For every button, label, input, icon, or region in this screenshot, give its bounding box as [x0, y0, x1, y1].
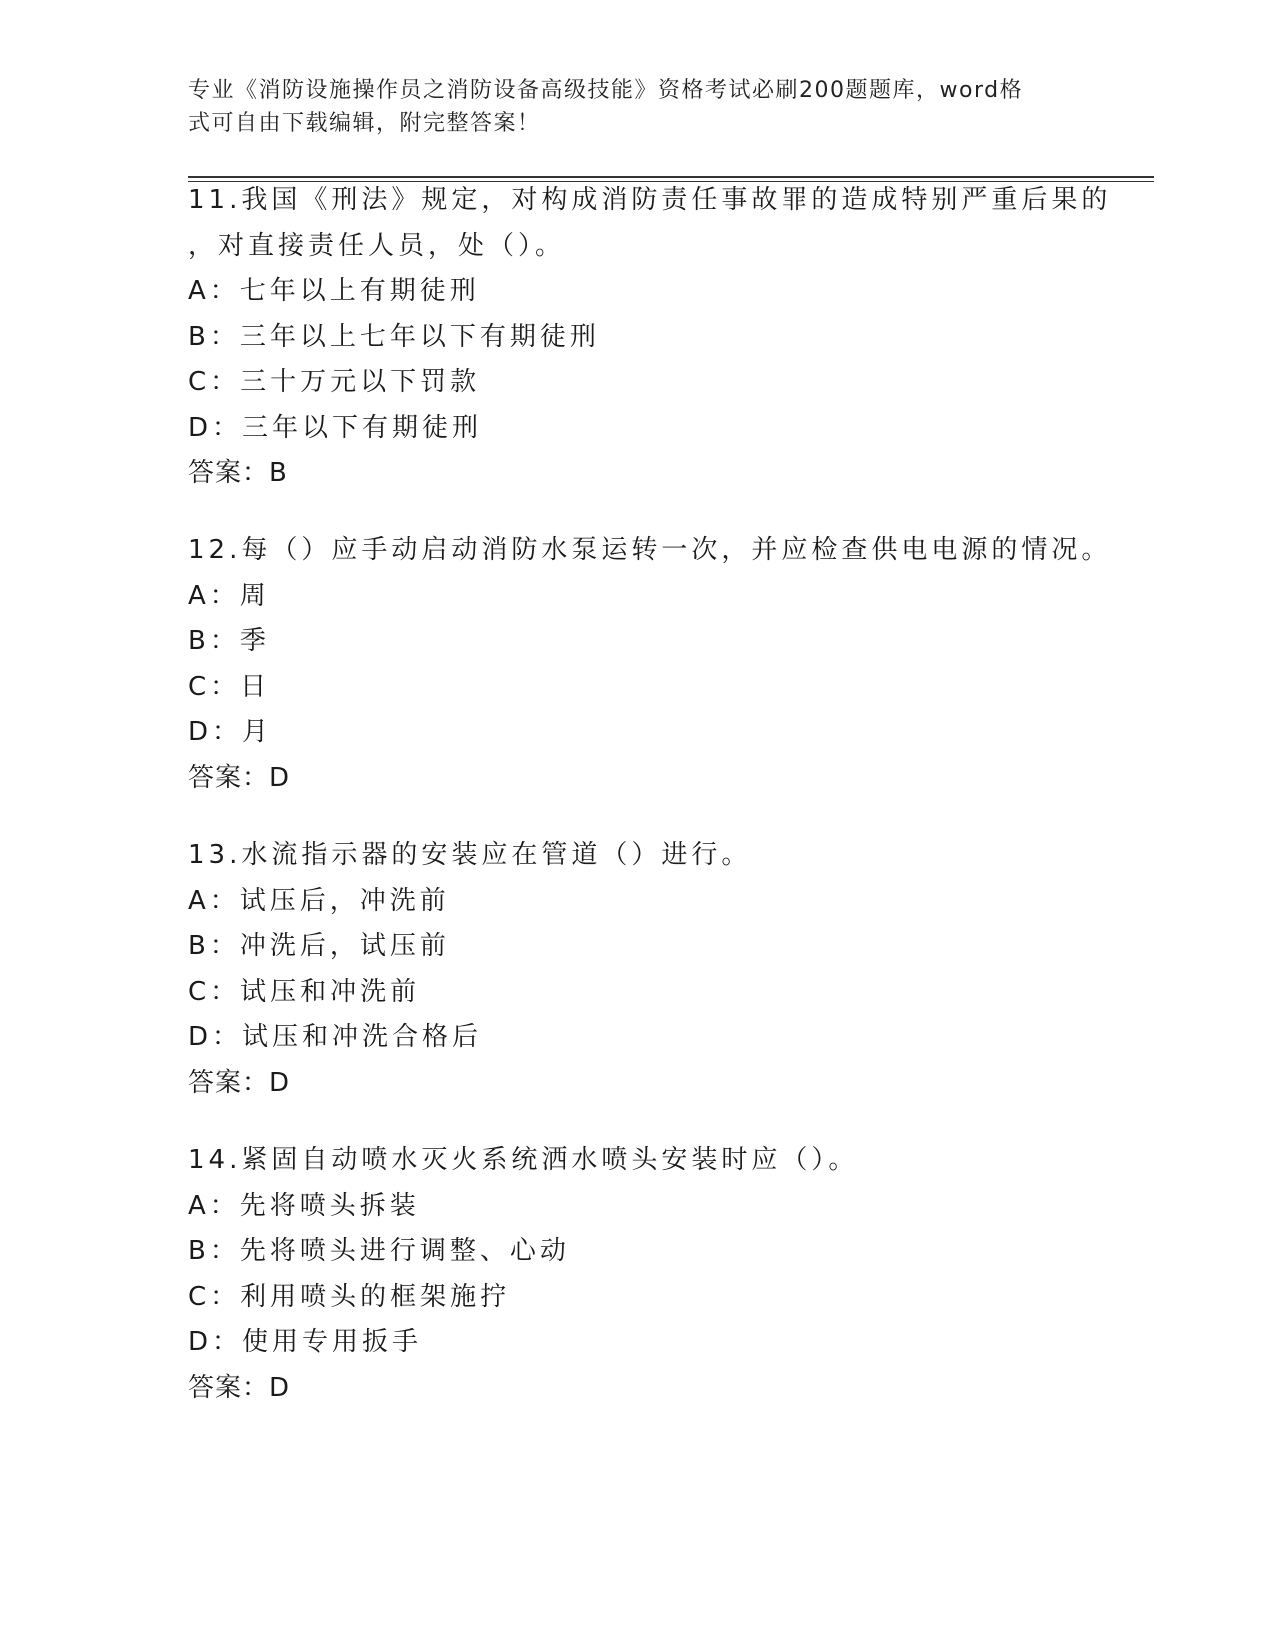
option-c: C：三十万元以下罚款	[188, 367, 481, 397]
question-stem: 13.水流指示器的安装应在管道（）进行。	[188, 840, 752, 870]
option-a: A：七年以上有期徒刑	[188, 276, 480, 306]
option-c: C：利用喷头的框架施拧	[188, 1281, 511, 1312]
option-c: C：日	[188, 671, 271, 702]
option-b: B：三年以上七年以下有期徒刑	[188, 321, 600, 352]
option-a: A：试压后，冲洗前	[188, 885, 450, 916]
question-stem: 12.每（）应手动启动消防水泵运转一次，并应检查供电电源的情况。	[188, 535, 1112, 565]
option-d: D：月	[188, 717, 273, 747]
question-stem-continued: ，对直接责任人员，处（）。	[188, 230, 566, 261]
option-b: B：冲洗后，试压前	[188, 931, 450, 961]
option-a: A：先将喷头拆装	[188, 1190, 420, 1221]
option-b: B：季	[188, 626, 270, 656]
answer: 答案：D	[188, 762, 291, 793]
question-stem: 11.我国《刑法》规定，对构成消防责任事故罪的造成特别严重后果的	[188, 185, 1112, 215]
option-d: D：三年以下有期徒刑	[188, 412, 483, 443]
header-line-2: 式可自由下载编辑，附完整答案！	[188, 111, 541, 136]
document-header	[188, 74, 1078, 140]
answer: 答案：D	[188, 1372, 291, 1403]
header-line-1: 专业《消防设施操作员之消防设备高级技能》资格考试必刷200题题库，word格	[188, 78, 1024, 103]
option-c: C：试压和冲洗前	[188, 976, 421, 1007]
question-14	[188, 1138, 1088, 1411]
option-d: D：使用专用扳手	[188, 1327, 423, 1357]
question-13	[188, 833, 1088, 1106]
question-11	[188, 178, 1112, 497]
answer: 答案：B	[188, 458, 288, 488]
option-a: A：周	[188, 580, 270, 611]
option-d: D：试压和冲洗合格后	[188, 1022, 483, 1052]
option-b: B：先将喷头进行调整、心动	[188, 1236, 570, 1266]
question-stem: 14.紧固自动喷水灭火系统洒水喷头安装时应（）。	[188, 1145, 859, 1175]
question-12	[188, 528, 1112, 801]
answer: 答案：D	[188, 1067, 291, 1098]
